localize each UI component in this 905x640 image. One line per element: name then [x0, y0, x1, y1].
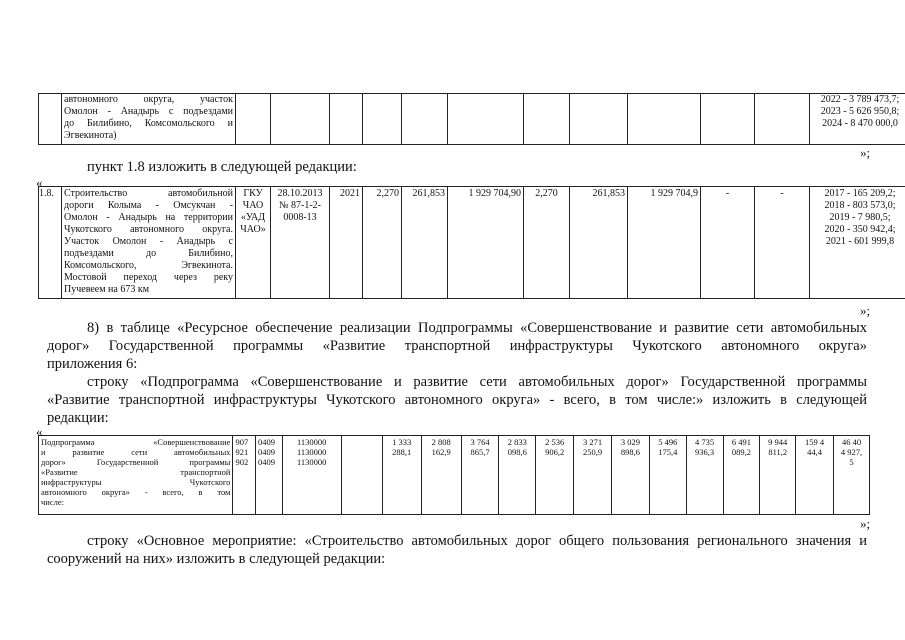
item-number: 1.8.	[39, 187, 62, 299]
item-value-1: 2,270	[363, 187, 402, 299]
table1-description: автономного округа, участок Омолон - Анадырь с подъездами до Билибино, Комсомольского и Эгвекинота)	[62, 94, 236, 145]
paragraph-item-1-8: пункт 1.8 изложить в следующей редакции:	[87, 159, 357, 175]
opening-quote-2: «	[36, 175, 43, 190]
value-cell: 9 944 811,2	[760, 436, 796, 515]
item-year: 2021	[330, 187, 363, 299]
value-cell: 6 491 089,2	[723, 436, 760, 515]
item-yearly-amounts: 2017 - 165 209,2; 2018 - 803 573,0; 2019 - 7 980,5; 2020 - 350 942,4; 2021 - 601 999,8	[810, 187, 905, 299]
item-document: 28.10.2013 № 87-1-2-0008-13	[271, 187, 330, 299]
table-row	[39, 436, 870, 515]
paragraph-main-activity: строку «Основное мероприятие: «Строительство автомобильных дорог общего пользования регионального значения и сооружений на них» изложить в следующей редакции:	[47, 533, 867, 567]
item-dash-2: -	[755, 187, 810, 299]
code-column-c: 1130000 1130000 1130000	[282, 436, 341, 515]
value-cell: 1 333 288,1	[382, 436, 421, 515]
table-row	[39, 187, 905, 299]
table-2-item-1-8	[38, 186, 905, 299]
value-cell: 2 833 098,6	[499, 436, 536, 515]
table1-yearly-amounts: 2022 - 3 789 473,7; 2023 - 5 626 950,8; 2024 - 8 470 000,0	[810, 94, 905, 145]
subprogram-description: Подпрограмма «Совершенствование и развитие сети автомобильных дорог» Государственной программы «Развитие транспортной инфраструктуры Чукотского автономного округа» - всего, в том числе:	[39, 436, 233, 515]
table-3-subprogram	[38, 435, 870, 515]
value-cell: 159 4 44,4	[796, 436, 834, 515]
table-1-fragment	[38, 93, 905, 145]
value-cell: 46 40 4 927, 5	[834, 436, 870, 515]
item-value-4: 2,270	[524, 187, 570, 299]
table-row	[39, 94, 905, 145]
value-cell: 4 735 936,3	[686, 436, 723, 515]
paragraph-8: 8) в таблице «Ресурсное обеспечение реализации Подпрограммы «Совершенствование и развитие сети автомобильных дорог» Государственной программы «Развитие транспортной инфраструктуры Чукотского автономного округа» приложения 6:	[47, 320, 867, 372]
item-value-6: 1 929 704,9	[628, 187, 701, 299]
closing-quote-1: »;	[860, 145, 871, 160]
item-description: Строительство автомобильной дороги Колыма - Омсукчан - Омолон - Анадырь на территории Чукотского автономного округа. Участок Омолон - Анадырь с подъездами до Билибино, Комсомольского, Эгвекинота. Мостовой переход через реку Пучевеем на 673 км	[62, 187, 236, 299]
value-cell: 3 764 865,7	[461, 436, 499, 515]
item-dash-1: -	[701, 187, 755, 299]
value-cell: 5 496 175,4	[649, 436, 686, 515]
value-cell: 3 029 898,6	[611, 436, 649, 515]
item-value-5: 261,853	[570, 187, 628, 299]
opening-quote-3: «	[36, 424, 43, 439]
code-column-a: 907 921 902	[233, 436, 256, 515]
value-cell: 3 271 250,9	[574, 436, 612, 515]
paragraph-subprogram-row: строку «Подпрограмма «Совершенствование и развитие сети автомобильных дорог» Государственной программы «Развитие транспортной инфраструктуры Чукотского автономного округа» - всего, в том числе:» изложить в следующей редакции:	[47, 374, 867, 426]
value-cell: 2 536 906,2	[536, 436, 574, 515]
item-value-3: 1 929 704,90	[448, 187, 524, 299]
closing-quote-2: »;	[860, 303, 871, 318]
code-column-b: 0409 0409 0409	[255, 436, 282, 515]
item-organization: ГКУ ЧАО «УАД ЧАО»	[236, 187, 271, 299]
closing-quote-3: »;	[860, 516, 871, 531]
item-value-2: 261,853	[402, 187, 448, 299]
value-cell: 2 808 162,9	[421, 436, 461, 515]
